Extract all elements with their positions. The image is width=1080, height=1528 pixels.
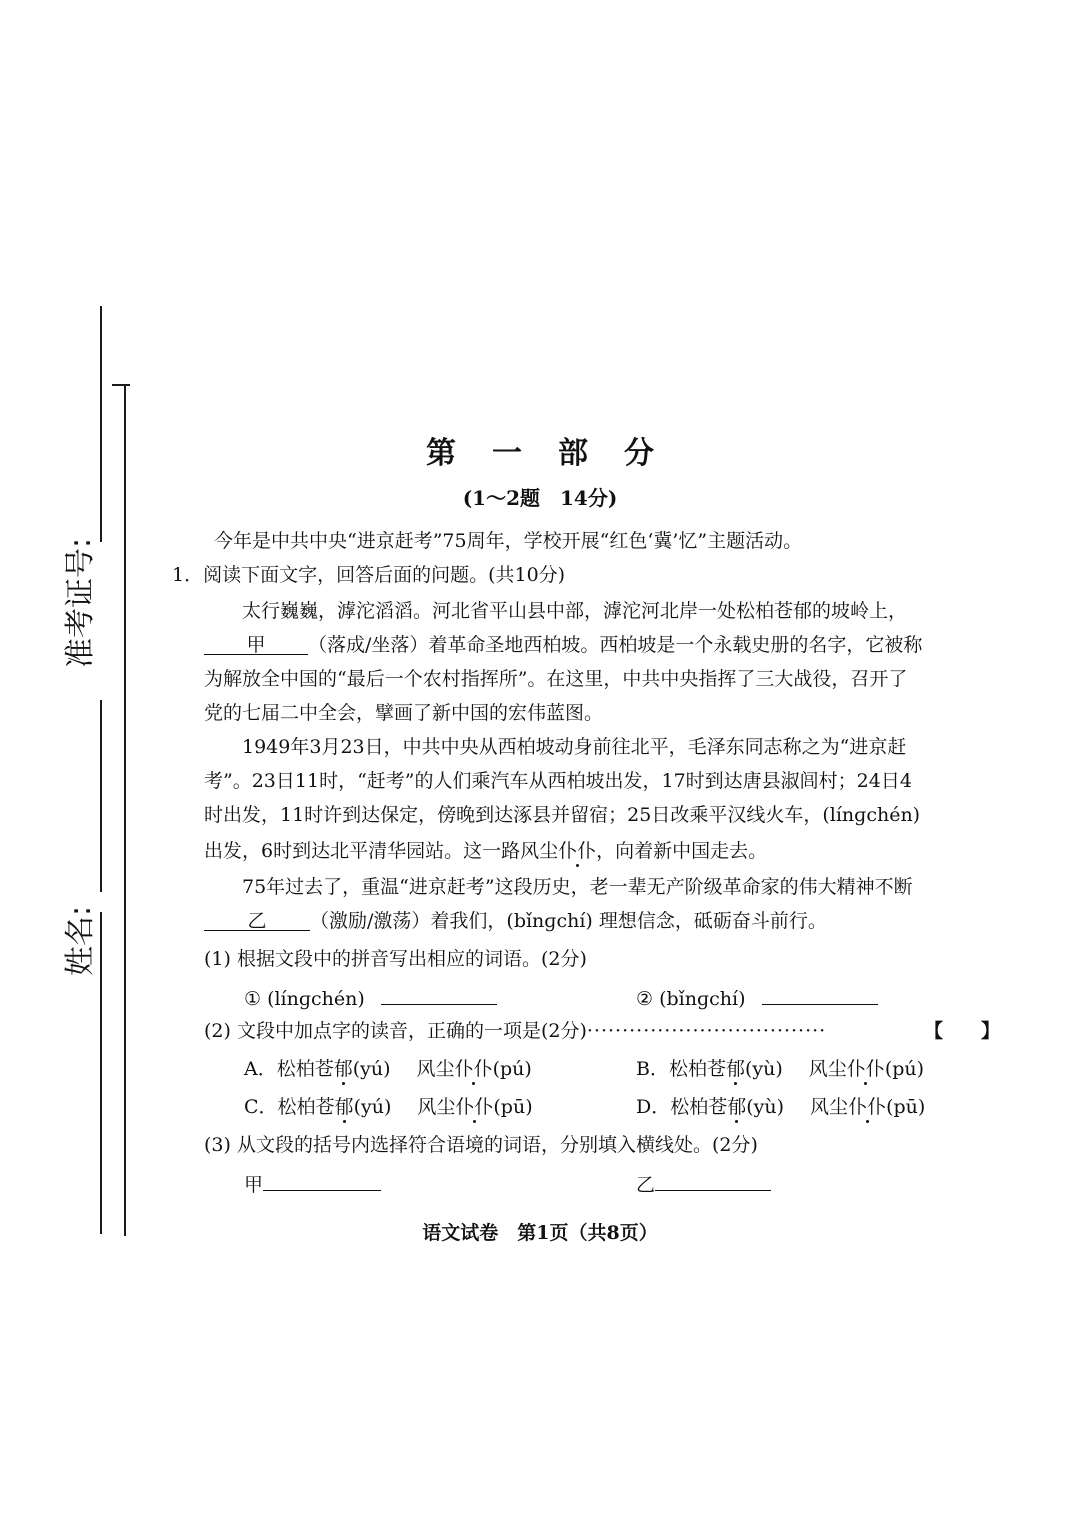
option-c[interactable] xyxy=(244,1094,533,1120)
option-b-second: 风尘 xyxy=(808,1058,847,1080)
sub3-yi-answer-field[interactable] xyxy=(655,1168,771,1191)
page-footer: 语文试卷 第1页（共8页） xyxy=(422,1222,658,1244)
sub-question-3-stem: (3) 从文段的括号内选择符合语境的词语，分别填入横线处。(2分) xyxy=(204,1134,758,1156)
option-b-emph-pupu: 仆仆 xyxy=(846,1058,885,1080)
option-b-pron2: (pú) xyxy=(884,1058,925,1080)
sub3-jia-answer-field[interactable] xyxy=(263,1168,381,1191)
sub3-jia-label: 甲 xyxy=(244,1174,264,1196)
option-d-second: 风尘 xyxy=(810,1096,849,1118)
option-d-emph-yu: 郁 xyxy=(727,1096,747,1118)
sub1-item2-label: ② (bǐnɡchí) xyxy=(636,988,746,1010)
option-a-emph-yu: 郁 xyxy=(333,1058,353,1080)
bracket-open: 【 xyxy=(924,1020,944,1042)
option-d-label: D．松柏苍 xyxy=(636,1096,728,1118)
option-c-pron2: (pū) xyxy=(493,1096,533,1118)
sub-question-1-item1 xyxy=(244,982,497,1012)
option-d-emph-pupu: 仆仆 xyxy=(848,1096,887,1118)
passage-p2-line1: 1949年3月23日，中共中央从西柏坡动身前往北平，毛泽东同志称之为“进京赶 xyxy=(242,736,907,758)
option-c-label: C．松柏苍 xyxy=(244,1096,335,1118)
sub3-yi-label: 乙 xyxy=(636,1174,656,1196)
option-d-pron: (yù) xyxy=(746,1096,785,1118)
option-a-pron: (yú) xyxy=(352,1058,391,1080)
sub2-leader-dots: ·································· xyxy=(586,1020,827,1042)
sub1-item1-answer-field[interactable] xyxy=(381,982,497,1005)
sub2-answer-bracket[interactable] xyxy=(924,1018,1000,1044)
passage-p1-line3: 为解放全中国的“最后一个农村指挥所”。在这里，中共中央指挥了三大战役，召开了 xyxy=(204,668,908,690)
passage-p3-line1: 75年过去了，重温“进京赶考”这段历史，老一辈无产阶级革命家的伟大精神不断 xyxy=(242,876,913,898)
option-a[interactable] xyxy=(244,1056,532,1082)
passage-p3-line2 xyxy=(204,908,827,934)
option-d[interactable] xyxy=(636,1094,925,1120)
question-1-stem: 1．阅读下面文字，回答后面的问题。(共10分) xyxy=(172,564,566,586)
option-c-emph-pupu: 仆仆 xyxy=(455,1096,494,1118)
option-a-label: A．松柏苍 xyxy=(244,1058,334,1080)
exam-id-label: 准考证号: xyxy=(63,537,98,668)
passage-p3-line2-text: （激励/激荡）着我们，(bǐnɡchí) 理想信念，砥砺奋斗前行。 xyxy=(310,910,827,932)
option-c-pron: (yú) xyxy=(353,1096,392,1118)
passage-p1-line2-text: （落成/坐落）着革命圣地西柏坡。西柏坡是一个永载史册的名字，它被称 xyxy=(308,634,923,656)
option-a-second: 风尘 xyxy=(416,1058,455,1080)
option-a-emph-pupu: 仆仆 xyxy=(454,1058,493,1080)
passage-p2-line4 xyxy=(204,838,767,864)
intro-line: 今年是中共中央“进京赶考”75周年，学校开展“红色‘冀’忆”主题活动。 xyxy=(214,530,803,552)
passage-p2-line2: 考”。23日11时，“赶考”的人们乘汽车从西柏坡出发，17时到达唐县淑闾村；24日4 xyxy=(204,770,912,792)
option-b-label: B．松柏苍 xyxy=(636,1058,726,1080)
passage-p2-line3: 时出发，11时许到达保定，傍晚到达涿县并留宿；25日改乘平汉线火车，(línɡchén) xyxy=(204,804,921,826)
sub-question-1-item2 xyxy=(636,982,878,1012)
part-title: 第一部分 xyxy=(426,436,690,471)
blank-jia: 甲 xyxy=(204,632,308,655)
option-a-pron2: (pú) xyxy=(492,1058,532,1080)
sub2-stem-text: (2) 文段中加点字的读音，正确的一项是(2分) xyxy=(204,1020,587,1042)
passage-p2-line4-b: ，向着新中国走去。 xyxy=(596,840,768,862)
passage-p1-line1: 太行巍巍，滹沱滔滔。河北省平山县中部，滹沱河北岸一处松柏苍郁的坡岭上， xyxy=(242,600,908,622)
option-c-second: 风尘 xyxy=(417,1096,456,1118)
sub1-item2-answer-field[interactable] xyxy=(762,982,878,1005)
sub-question-1-stem: (1) 根据文段中的拼音写出相应的词语。(2分) xyxy=(204,948,587,970)
passage-p2-line4-a: 出发，6时到达北平清华园站。这一路风尘 xyxy=(204,840,559,862)
sub-question-2-stem xyxy=(204,1018,826,1044)
option-c-emph-yu: 郁 xyxy=(334,1096,354,1118)
passage-p1-line2 xyxy=(204,632,922,658)
option-d-pron2: (pū) xyxy=(886,1096,926,1118)
bracket-close: 】 xyxy=(981,1020,1001,1042)
part-subtitle: (1～2题 14分) xyxy=(462,486,618,510)
sub3-yi xyxy=(636,1168,771,1198)
option-b-emph-yu: 郁 xyxy=(725,1058,745,1080)
option-b[interactable] xyxy=(636,1056,924,1082)
blank-yi: 乙 xyxy=(204,908,310,931)
option-b-pron: (yù) xyxy=(744,1058,783,1080)
sub1-item1-label: ① (línɡchén) xyxy=(244,988,365,1010)
sub3-jia xyxy=(244,1168,381,1198)
passage-p1-line4: 党的七届二中全会，擘画了新中国的宏伟蓝图。 xyxy=(204,702,604,724)
emphasized-pupu: 仆仆 xyxy=(558,840,597,862)
name-label: 姓名: xyxy=(63,905,98,976)
